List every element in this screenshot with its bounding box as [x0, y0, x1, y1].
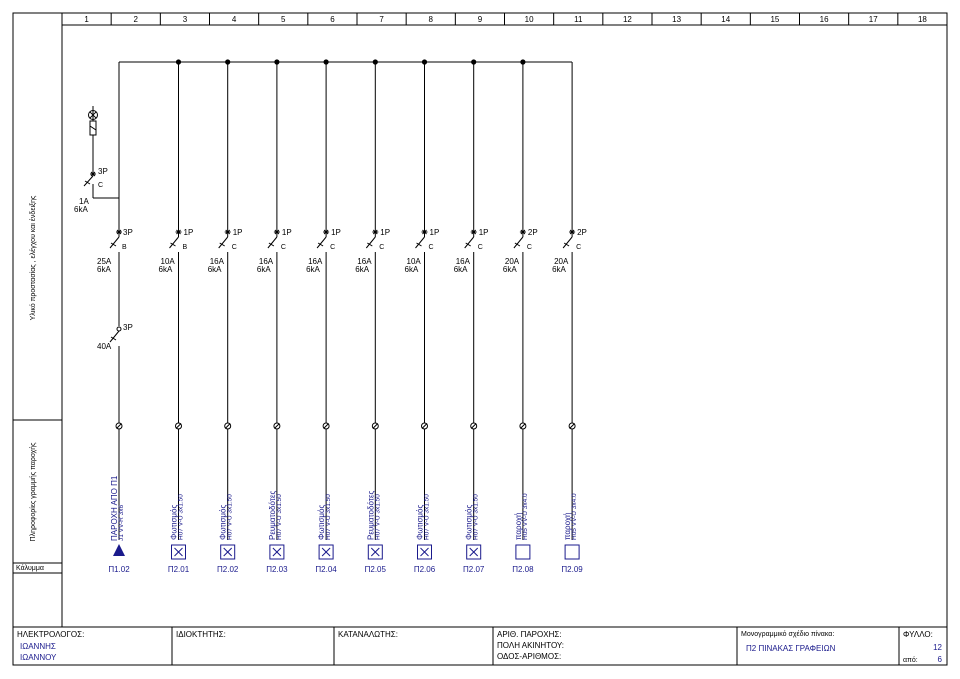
breaker-poles: 1P — [232, 228, 243, 237]
column-number: 1 — [84, 15, 89, 24]
column-number: 13 — [672, 15, 682, 24]
incomer-breaker-icon — [110, 230, 122, 326]
circuit-description: παροχή — [563, 512, 573, 540]
incomer-switch-rating: 40A — [97, 342, 112, 351]
column-number: 9 — [477, 15, 483, 24]
sheet-number: 12 — [933, 643, 942, 652]
breaker-icon — [268, 230, 280, 248]
breaker-poles: 2P — [577, 228, 587, 237]
supply-number-label: ΑΡΙΘ. ΠΑΡΟΧΗΣ: — [497, 630, 562, 639]
circuit-cable-type: H07 V-U 3x1.50 — [374, 494, 382, 540]
consumer-label: ΚΑΤΑΝΑΛΩΤΗΣ: — [338, 630, 398, 639]
circuit — [306, 59, 341, 574]
breaker-rating: 20A — [554, 257, 569, 266]
sheet-label: ΦΥΛΛΟ: — [903, 630, 933, 639]
column-number: 14 — [721, 15, 731, 24]
circuit-code: Π2.06 — [413, 565, 436, 574]
diagram-label: Μονογραμμικό σχέδιο πίνακα: — [741, 631, 835, 638]
column-number: 3 — [182, 15, 188, 24]
column-number: 16 — [819, 15, 829, 24]
circuit — [208, 59, 243, 574]
column-number: 11 — [574, 15, 583, 24]
column-number: 7 — [379, 15, 384, 24]
breaker-curve: C — [576, 244, 582, 251]
engineer-name-line1: ΙΩΑΝΝΗΣ — [20, 642, 56, 651]
side-section-cover: Κάλυμμα — [16, 565, 44, 572]
column-number: 10 — [524, 15, 534, 24]
breaker-rating: 10A — [406, 257, 421, 266]
side-section-protection: Υλικό προστασίας , ελέγχου και ένδειξης — [30, 195, 37, 321]
circuit-description: Φωτισμός — [169, 504, 179, 540]
side-section-supply-info: Πληροφορίες γραμμής παροχής — [30, 442, 37, 542]
breaker-poles: 1P — [281, 228, 292, 237]
circuit-cable-type: H07 V-U 3x1.50 — [423, 494, 431, 540]
breaker-breaking-capacity: 6kA — [552, 265, 566, 274]
breaker-icon — [219, 230, 231, 248]
incomer-description: ΠΑΡΟΧΗ ΑΠΟ Π1 — [110, 475, 119, 541]
incomer-cable: J1 VV-R 3x6 — [118, 504, 125, 541]
circuit-description: Φωτισμός — [464, 504, 474, 540]
circuit-code: Π2.01 — [167, 565, 190, 574]
circuit-code: Π2.02 — [217, 565, 239, 574]
breaker-curve: C — [330, 244, 336, 251]
circuit-description: παροχή — [513, 512, 523, 540]
breaker-curve: C — [280, 244, 286, 251]
breaker-icon — [465, 230, 477, 248]
circuit — [159, 59, 194, 574]
breaker-breaking-capacity: 6kA — [502, 265, 517, 274]
circuit-description: Φωτισμός — [415, 504, 425, 540]
breaker-icon — [366, 230, 378, 248]
circuit-cable-type: H05 VV-U 3x4.0 — [521, 493, 529, 540]
breaker-rating: 16A — [308, 257, 323, 266]
incomer-breaker-curve: B — [122, 244, 127, 251]
breaker-poles: 1P — [429, 228, 440, 237]
breaker-curve: C — [428, 244, 434, 251]
incomer-breaker-poles: 3P — [123, 228, 133, 237]
breaker-curve: C — [379, 244, 385, 251]
incomer-code: Π1.02 — [108, 565, 130, 574]
breaker-breaking-capacity: 6kA — [256, 265, 271, 274]
engineer-name-line2: ΙΩΑΝΝΟΥ — [20, 653, 57, 662]
circuit-code: Π2.03 — [266, 565, 288, 574]
outlet-load-icon — [516, 545, 530, 559]
column-number: 5 — [281, 15, 286, 24]
circuit — [257, 59, 292, 574]
supply-triangle-icon — [113, 544, 125, 556]
column-number: 15 — [770, 15, 780, 24]
circuit-code: Π2.05 — [364, 565, 386, 574]
city-label: ΠΟΛΗ ΑΚΙΝΗΤΟΥ: — [497, 641, 565, 650]
breaker-icon — [317, 230, 329, 248]
street-label: ΟΔΟΣ-ΑΡΙΘΜΟΣ: — [497, 652, 562, 661]
column-number: 12 — [622, 15, 632, 24]
breaker-icon — [514, 230, 526, 248]
circuit-code: Π2.07 — [463, 565, 485, 574]
breaker-breaking-capacity: 6kA — [355, 265, 370, 274]
circuit — [503, 59, 538, 574]
breaker-breaking-capacity: 6kA — [158, 265, 173, 274]
column-number: 6 — [330, 15, 335, 24]
diagram-name: Π2 ΠΙΝΑΚΑΣ ΓΡΑΦΕΙΩΝ — [746, 644, 836, 653]
breaker-rating: 20A — [504, 257, 520, 266]
breaker-breaking-capacity: 6kA — [453, 265, 468, 274]
column-number: 8 — [428, 15, 433, 24]
breaker-icon — [563, 230, 575, 248]
incomer-breaker-rating: 25A — [97, 257, 112, 266]
breaker-poles: 2P — [527, 228, 538, 237]
incomer-switch-poles: 3P — [123, 323, 133, 332]
circuits — [159, 59, 587, 574]
circuit-cable-type: H07 V-U 3x1.50 — [226, 494, 234, 540]
indicator-breaker-poles: 3P — [98, 167, 108, 176]
circuit-cable-type: H07 V-U 3x1.50 — [275, 494, 283, 540]
breaker-curve: C — [526, 244, 532, 251]
column-header — [84, 13, 927, 25]
breaker-rating: 16A — [455, 257, 470, 266]
circuit-description: Φωτισμός — [317, 504, 327, 540]
breaker-rating: 16A — [209, 257, 224, 266]
circuit — [405, 59, 440, 574]
breaker-rating: 16A — [258, 257, 274, 266]
circuit — [552, 62, 587, 574]
column-number: 17 — [868, 15, 878, 24]
circuit — [355, 59, 390, 574]
breaker-curve: C — [477, 244, 483, 251]
breaker-rating: 10A — [160, 257, 175, 266]
circuit-code: Π2.09 — [561, 565, 583, 574]
outlet-load-icon — [565, 545, 579, 559]
breaker-icon — [416, 230, 428, 248]
circuit-code: Π2.04 — [315, 565, 337, 574]
circuit-description: Ρευματοδότες — [366, 490, 376, 540]
circuit-cable-type: H07 V-U 3x1.50 — [472, 494, 480, 540]
breaker-poles: 1P — [183, 228, 194, 237]
breaker-icon — [170, 230, 182, 248]
engineer-label: ΗΛΕΚΤΡΟΛΟΓΟΣ: — [17, 630, 85, 639]
circuit-cable-type: H05 VV-U 3x4.0 — [571, 493, 579, 540]
breaker-curve: B — [182, 244, 188, 251]
column-number: 2 — [133, 15, 138, 24]
circuit-description: Φωτισμός — [218, 504, 228, 540]
circuit-cable-type: H07 V-U 3x1.50 — [177, 494, 185, 540]
column-number: 4 — [231, 15, 237, 24]
circuit-cable-type: H07 V-U 3x1.50 — [325, 494, 333, 540]
circuit-description: Ρευματοδότες — [267, 490, 277, 540]
breaker-poles: 1P — [478, 228, 489, 237]
circuit-code: Π2.08 — [512, 565, 534, 574]
circuit — [454, 59, 489, 574]
incomer-breaker-breaking: 6kA — [97, 265, 111, 274]
breaker-curve: C — [231, 244, 237, 251]
indicator-breaker-breaking: 6kA — [74, 205, 88, 214]
breaker-breaking-capacity: 6kA — [404, 265, 419, 274]
indicator-breaker-rating: 1A — [79, 197, 89, 206]
breaker-breaking-capacity: 6kA — [306, 265, 320, 274]
breaker-breaking-capacity: 6kA — [207, 265, 222, 274]
sheet-of-label: από: — [903, 657, 918, 664]
sheet-of-number: 6 — [937, 655, 942, 664]
breaker-poles: 1P — [380, 228, 391, 237]
owner-label: ΙΔΙΟΚΤΗΤΗΣ: — [176, 630, 226, 639]
indicator-breaker-curve: C — [98, 182, 104, 189]
breaker-poles: 1P — [331, 228, 341, 237]
breaker-rating: 16A — [357, 257, 372, 266]
column-number: 18 — [917, 15, 927, 24]
